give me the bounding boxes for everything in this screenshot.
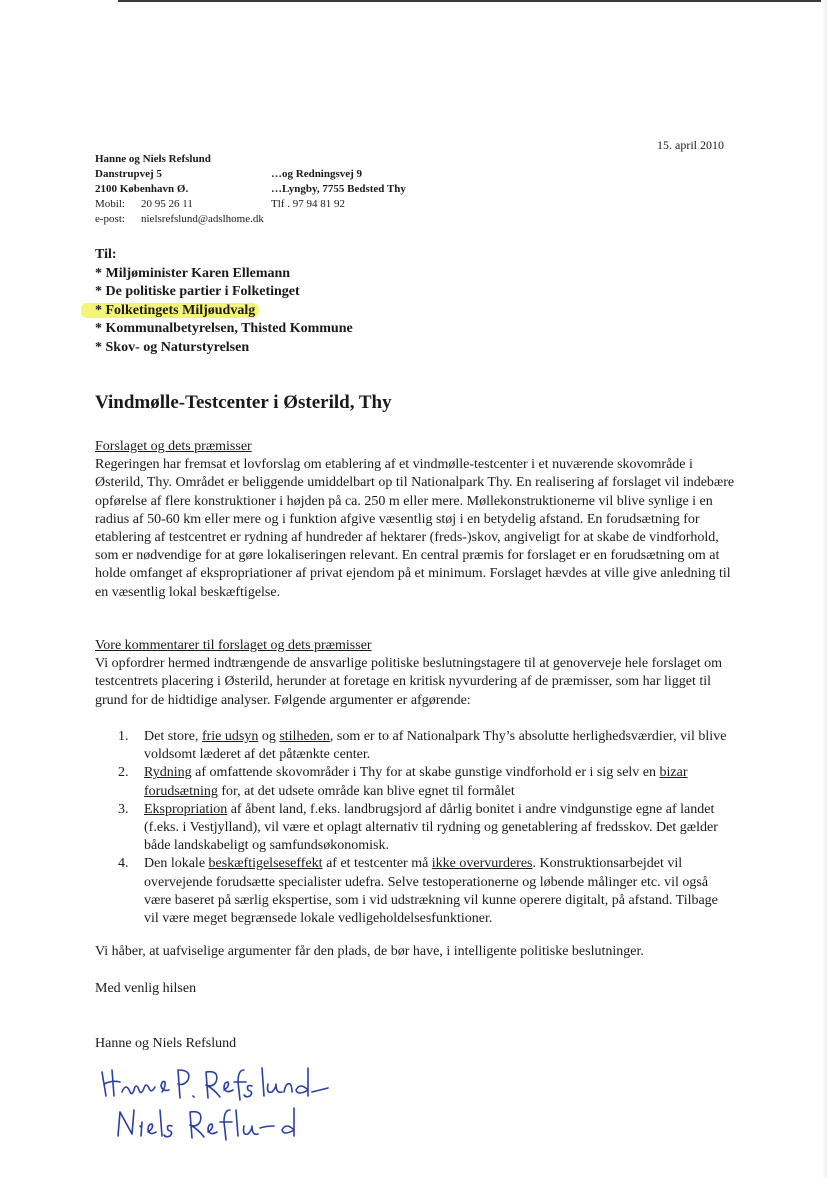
list-item — [118, 801, 728, 856]
mobile-label: Mobil: — [95, 198, 125, 210]
letter-date: 15. april 2010 — [657, 138, 724, 152]
section-comments — [95, 637, 735, 710]
list-text: Rydning af omfattende skovområder i Thy for at skabe gunstige vindforhold er i sig selv en bizar forudsætning for, at det udsete område kan blive egnet til formålet — [144, 765, 688, 799]
sender-street: Danstrupvej 5 — [95, 168, 162, 180]
closing-greeting: Med venlig hilsen — [95, 981, 197, 996]
list-text: Ekspropriation af åbent land, f.eks. landbrugsjord af dårlig bonitet i andre vindgunstige egne af landet (f.eks. i Vestjylland), vil være et oplagt alternativ til rydning og genetablering af fredsskov. Det gælder både landskabeligt og samfundsøkonomisk. — [144, 801, 718, 854]
letter-title: Vindmølle-Testcenter i Østerild, Thy — [95, 392, 392, 413]
email-address: nielsrefslund@adslhome.dk — [141, 213, 264, 225]
section-body: Vi opfordrer hermed indtrængende de ansvarlige politiske beslutningstagere til at genoverveje hele forslaget om testcentrets placering i Østerild, herunder at foretage en kritisk nyvurdering af de præmisser, som har ligget til grund for de hidtidige analyser. Følgende argumenter er afgørende: — [95, 656, 723, 708]
closing-statement: Vi håber, at uafviselige argumenter får den plads, de bør have, i intelligente politiske beslutninger. — [95, 944, 644, 959]
page-edge-shadow — [821, 0, 827, 1178]
sender-city: 2100 København Ø. — [95, 183, 189, 195]
recipient-item: * Kommunalbetyrelsen, Thisted Kommune — [95, 321, 353, 336]
sender-alt-street: …og Redningsvej 9 — [271, 168, 363, 180]
list-item — [118, 855, 728, 928]
argument-list — [118, 728, 728, 928]
list-number: 2. — [118, 765, 129, 781]
list-text: Det store, frie udsyn og stilheden, som er to af Nationalpark Thy’s absolutte herlighedsværdier, vil blive voldsomt læderet af det påtænkte center. — [144, 729, 727, 763]
top-border-line — [118, 0, 827, 2]
recipient-item: * Miljøminister Karen Ellemann — [95, 265, 291, 281]
email-label: e-post: — [95, 213, 125, 225]
list-number: 4. — [118, 856, 129, 872]
section-body: Regeringen har fremsat et lovforslag om etablering af et vindmølle-testcenter i et nuværende skovområde i Østerild, Thy. Området er beliggende umiddelbart op til Nationalpark Thy. En realisering af forslaget vil indebære opførelse af flere konstruktioner i højden på ca. 250 m eller mere. Møllekonstruktionerne vil blive synlige i en radius af 50-60 km eller mere og i funktion afgive væsentlig støj i en betydelig afstand. En forudsætning for etablering af testcentret er rydning af hundreder af hektarer (freds-)skov, angiveligt for at skabe de vindforhold, som er nødvendige for at gøre lokaliseringen relevant. En central præmis for forslaget er en forudsætning om at holde omfanget af ekspropriationer af privat ejendom på et minimum. Forslaget hævdes at ville give anledning til en væsentlig lokal beskæftigelse. — [95, 457, 735, 600]
sender-alt-city: …Lyngby, 7755 Bedsted Thy — [271, 183, 406, 195]
sender-block — [95, 152, 406, 227]
section-heading: Forslaget og dets præmisser — [95, 439, 252, 454]
list-number: 3. — [118, 801, 129, 817]
list-item — [118, 728, 728, 764]
alt-phone: Tlf . 97 94 81 92 — [271, 198, 345, 210]
recipient-item: * Skov- og Naturstyrelsen — [95, 339, 250, 355]
list-number: 1. — [118, 729, 129, 744]
recipient-item: * De politiske partier i Folketinget — [95, 284, 300, 299]
recipient-item-highlighted: * Folketingets Miljøudvalg — [81, 303, 259, 318]
handwritten-signature — [98, 1062, 358, 1142]
section-premises — [95, 438, 735, 602]
list-item — [118, 764, 728, 800]
closing-signoff: Hanne og Niels Refslund — [95, 1036, 237, 1051]
recipients-label: Til: — [95, 247, 117, 262]
mobile-number: 20 95 26 11 — [141, 198, 193, 210]
section-heading: Vore kommentarer til forslaget og dets præmisser — [95, 638, 372, 653]
recipients-block — [95, 246, 353, 357]
list-text: Den lokale beskæftigelseseffekt af et testcenter må ikke overvurderes. Konstruktionsarbejdet vil overvejende forudsætte specialister udefra. Selve testoperationerne og løbende målinger etc. vil også være baseret på særlig ekspertise, som i vid udstrækning vil kunne operere digitalt, på afstand. Tilbage vil være meget begrænsede lokale vedligeholdelsesfunktioner. — [144, 856, 718, 927]
sender-name: Hanne og Niels Refslund — [95, 153, 211, 165]
